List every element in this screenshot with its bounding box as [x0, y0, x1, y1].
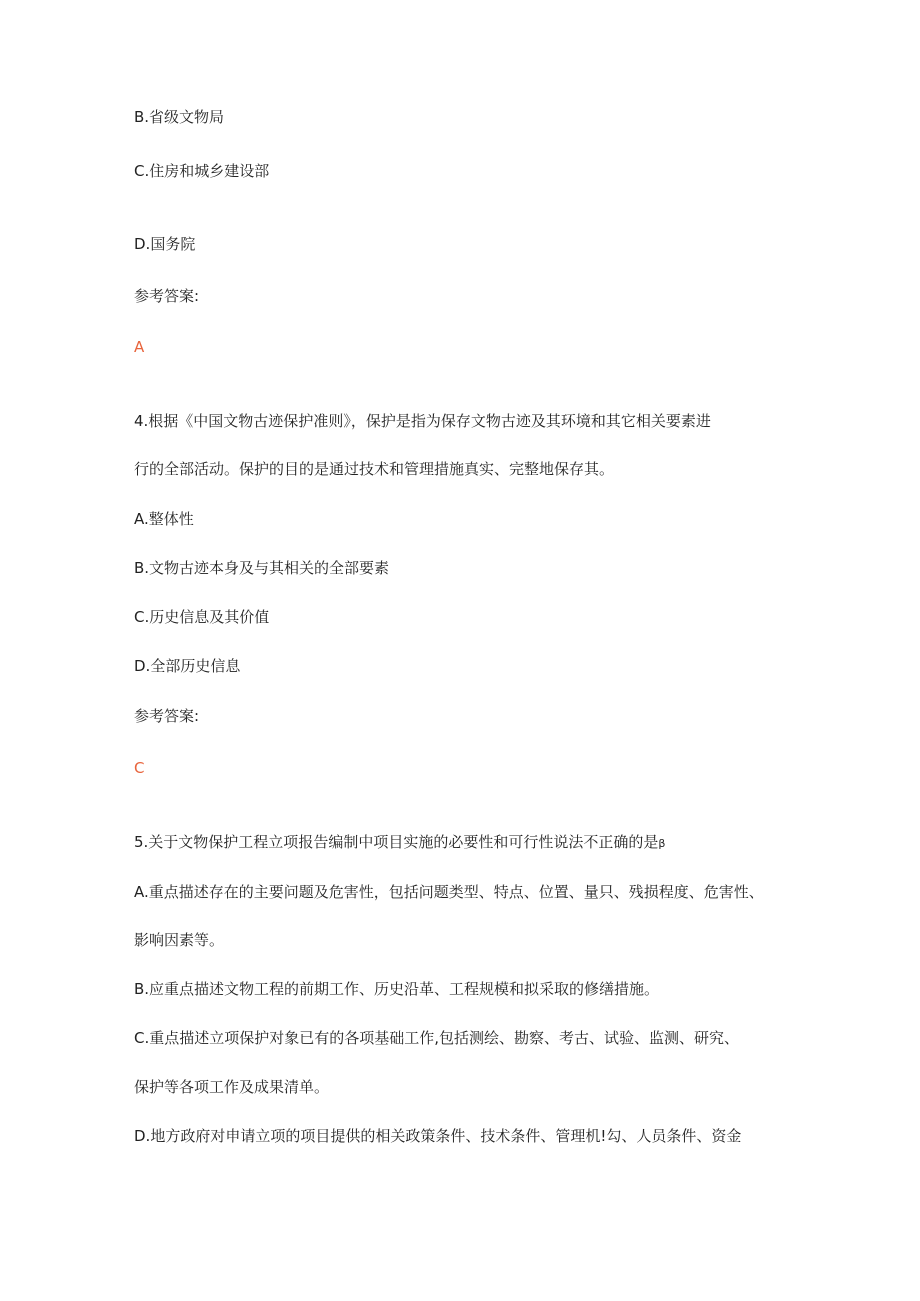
q4-option-a: A.整体性 — [134, 510, 194, 528]
q5-option-a-line2: 影响因素等。 — [134, 931, 225, 949]
q3-option-d: D.国务院 — [134, 235, 196, 253]
q5-stem-suffix: β — [658, 837, 666, 850]
q3-option-b: B.省级文物局 — [134, 108, 225, 126]
q5-stem-text: 5.关于文物保护工程立项报告编制中项目实施的必要性和可行性说法不正确的是 — [134, 833, 659, 851]
q5-option-a-line1: A.重点描述存在的主要问题及危害性，包括问题类型、特点、位置、量只、残损程度、危害性、 — [134, 883, 764, 901]
q5-option-c-line2: 保护等各项工作及成果清单。 — [134, 1078, 330, 1096]
q4-option-b: B.文物古迹本身及与其相关的全部要素 — [134, 559, 390, 577]
q5-option-b: B.应重点描述文物工程的前期工作、历史沿革、工程规模和拟采取的修缮措施。 — [134, 980, 660, 998]
q4-stem-line1: 4.根据《中国文物古迹保护准则》，保护是指为保存文物古迹及其环境和其它相关要素进 — [134, 412, 711, 430]
q4-answer-label: 参考答案: — [134, 707, 200, 725]
q3-option-c: C.住房和城乡建设部 — [134, 162, 270, 180]
q4-option-c: C.历史信息及其价值 — [134, 608, 270, 626]
q4-stem-line2: 行的全部活动。保护的目的是通过技术和管理措施真实、完整地保存其。 — [134, 460, 615, 478]
q5-stem — [134, 832, 665, 854]
q4-answer: C — [134, 759, 145, 777]
q5-option-c-line1: C.重点描述立项保护对象已有的各项基础工作,包括测绘、勘察、考古、试验、监测、研究、 — [134, 1029, 740, 1047]
q3-answer: A — [134, 338, 145, 356]
q5-option-d-line1: D.地方政府对申请立项的项目提供的相关政策条件、技术条件、管理机!勾、人员条件、资金 — [134, 1127, 742, 1145]
q4-option-d: D.全部历史信息 — [134, 657, 241, 675]
q3-answer-label: 参考答案: — [134, 287, 200, 305]
